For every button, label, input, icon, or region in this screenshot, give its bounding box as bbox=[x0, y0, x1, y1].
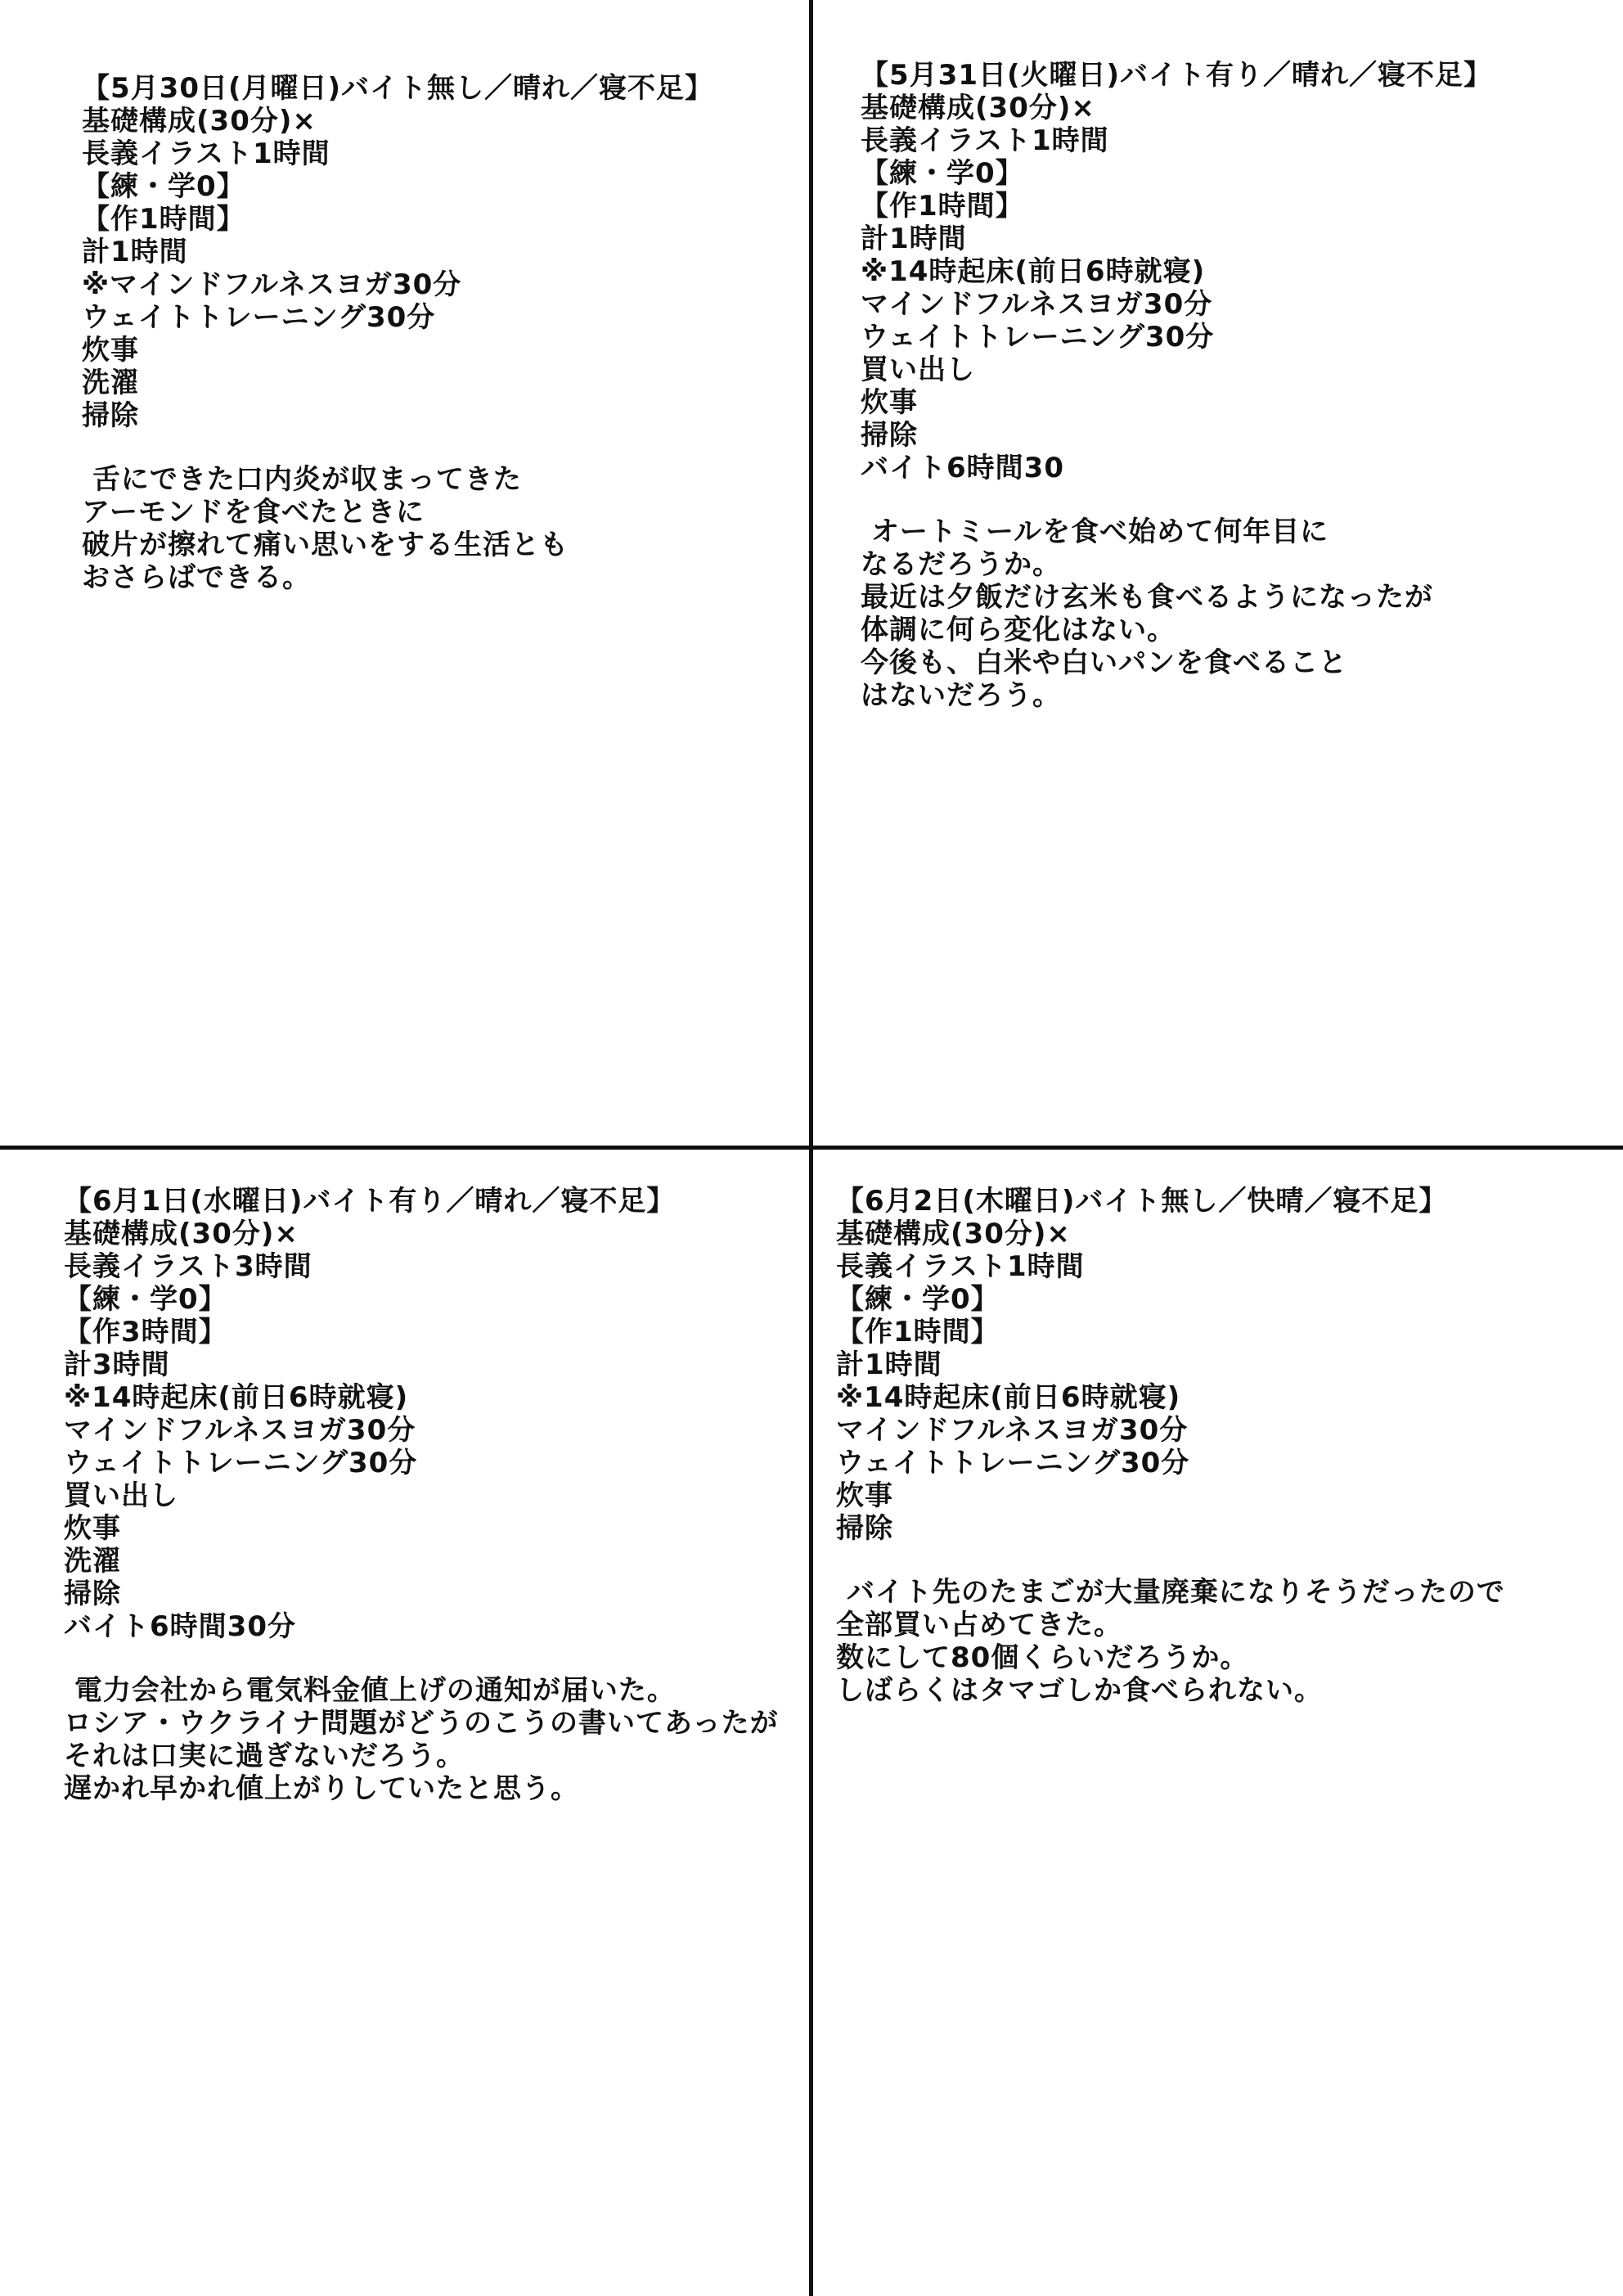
log-line: 【作1時間】 bbox=[861, 190, 1024, 223]
log-line: 洗濯 bbox=[82, 367, 139, 399]
note-line: 今後も、白米や白いパンを食べること bbox=[861, 646, 1347, 679]
log-line: ウェイトトレーニング30分 bbox=[861, 321, 1215, 353]
log-line: 炊事 bbox=[861, 386, 918, 419]
log-line: 計1時間 bbox=[836, 1348, 942, 1381]
note-line: 破片が擦れて痛い思いをする生活とも bbox=[82, 529, 569, 561]
log-line: 計1時間 bbox=[82, 236, 188, 268]
entry-header: 【6月1日(水曜日)バイト有り／晴れ／寝不足】 bbox=[64, 1185, 676, 1218]
log-line: 基礎構成(30分)× bbox=[64, 1218, 299, 1250]
note-line: 舌にできた口内炎が収まってきた bbox=[82, 463, 522, 496]
log-line: 炊事 bbox=[836, 1479, 893, 1512]
log-line: ウェイトトレーニング30分 bbox=[82, 301, 436, 334]
note-line: 最近は夕飯だけ玄米も食べるようになったが bbox=[861, 581, 1433, 614]
log-line: 買い出し bbox=[861, 353, 975, 386]
entry-header: 【5月30日(月曜日)バイト無し／晴れ／寝不足】 bbox=[82, 72, 714, 105]
log-line: 【作1時間】 bbox=[82, 203, 245, 236]
log-line: 買い出し bbox=[64, 1479, 178, 1512]
log-line: マインドフルネスヨガ30分 bbox=[861, 288, 1213, 321]
log-line: 基礎構成(30分)× bbox=[82, 105, 317, 137]
log-line: ※14時起床(前日6時就寝) bbox=[836, 1381, 1181, 1414]
log-line: マインドフルネスヨガ30分 bbox=[64, 1414, 416, 1447]
note-line: それは口実に過ぎないだろう。 bbox=[64, 1740, 465, 1772]
log-line: 長義イラスト1時間 bbox=[82, 137, 330, 170]
log-line: ※14時起床(前日6時就寝) bbox=[861, 255, 1206, 288]
diary-entry-may-30 bbox=[82, 72, 713, 594]
paragraph-gap bbox=[836, 1545, 1505, 1576]
diary-entry-may-31 bbox=[861, 59, 1492, 712]
log-line: 掃除 bbox=[836, 1512, 893, 1545]
log-line: 【練・学0】 bbox=[861, 157, 1024, 190]
log-line: 炊事 bbox=[82, 334, 139, 367]
log-line: 長義イラスト3時間 bbox=[64, 1250, 312, 1283]
log-line: 【作1時間】 bbox=[836, 1316, 1000, 1348]
paragraph-gap bbox=[82, 432, 713, 463]
log-line: 基礎構成(30分)× bbox=[836, 1218, 1071, 1250]
log-line: ※マインドフルネスヨガ30分 bbox=[82, 268, 462, 301]
note-line: 全部買い占めてきた。 bbox=[836, 1609, 1122, 1641]
note-line: しばらくはタマゴしか食べられない。 bbox=[836, 1674, 1323, 1707]
note-line: なるだろうか。 bbox=[861, 548, 1061, 581]
note-line: 数にして80個くらいだろうか。 bbox=[836, 1641, 1249, 1674]
note-line: バイト先のたまごが大量廃棄になりそうだったので bbox=[836, 1576, 1505, 1609]
log-line: 基礎構成(30分)× bbox=[861, 92, 1095, 124]
log-line: マインドフルネスヨガ30分 bbox=[836, 1414, 1189, 1447]
log-line: 洗濯 bbox=[64, 1545, 121, 1578]
note-line: はないだろう。 bbox=[861, 679, 1061, 712]
log-line: バイト6時間30 bbox=[861, 452, 1064, 484]
log-line: 計1時間 bbox=[861, 223, 967, 255]
log-line: ウェイトトレーニング30分 bbox=[64, 1447, 418, 1479]
log-line: 掃除 bbox=[64, 1578, 121, 1610]
entry-header: 【6月2日(木曜日)バイト無し／快晴／寝不足】 bbox=[836, 1185, 1448, 1218]
log-line: 長義イラスト1時間 bbox=[836, 1250, 1085, 1283]
log-line: 長義イラスト1時間 bbox=[861, 124, 1109, 157]
log-line: 【練・学0】 bbox=[836, 1283, 1000, 1316]
paragraph-gap bbox=[64, 1643, 779, 1674]
note-line: おさらばできる。 bbox=[82, 561, 311, 594]
log-line: 【練・学0】 bbox=[82, 170, 245, 203]
log-line: ウェイトトレーニング30分 bbox=[836, 1447, 1190, 1479]
log-line: 計3時間 bbox=[64, 1348, 170, 1381]
log-line: 炊事 bbox=[64, 1512, 121, 1545]
log-line: ※14時起床(前日6時就寝) bbox=[64, 1381, 409, 1414]
diary-entry-june-1 bbox=[64, 1185, 779, 1805]
note-line: オートミールを食べ始めて何年目に bbox=[861, 515, 1329, 548]
note-line: 電力会社から電気料金値上げの通知が届いた。 bbox=[64, 1674, 676, 1707]
paragraph-gap bbox=[861, 484, 1492, 515]
log-line: バイト6時間30分 bbox=[64, 1610, 296, 1643]
note-line: アーモンドを食べたときに bbox=[82, 496, 425, 529]
entry-header: 【5月31日(火曜日)バイト有り／晴れ／寝不足】 bbox=[861, 59, 1493, 92]
note-line: ロシア・ウクライナ問題がどうのこうの書いてあったが bbox=[64, 1707, 779, 1740]
note-line: 体調に何ら変化はない。 bbox=[861, 614, 1176, 646]
horizontal-divider bbox=[0, 1146, 1623, 1150]
note-line: 遅かれ早かれ値上がりしていたと思う。 bbox=[64, 1772, 579, 1805]
log-line: 掃除 bbox=[82, 399, 139, 432]
log-line: 【練・学0】 bbox=[64, 1283, 227, 1316]
log-line: 掃除 bbox=[861, 419, 918, 452]
log-line: 【作3時間】 bbox=[64, 1316, 227, 1348]
diary-entry-june-2 bbox=[836, 1185, 1505, 1707]
